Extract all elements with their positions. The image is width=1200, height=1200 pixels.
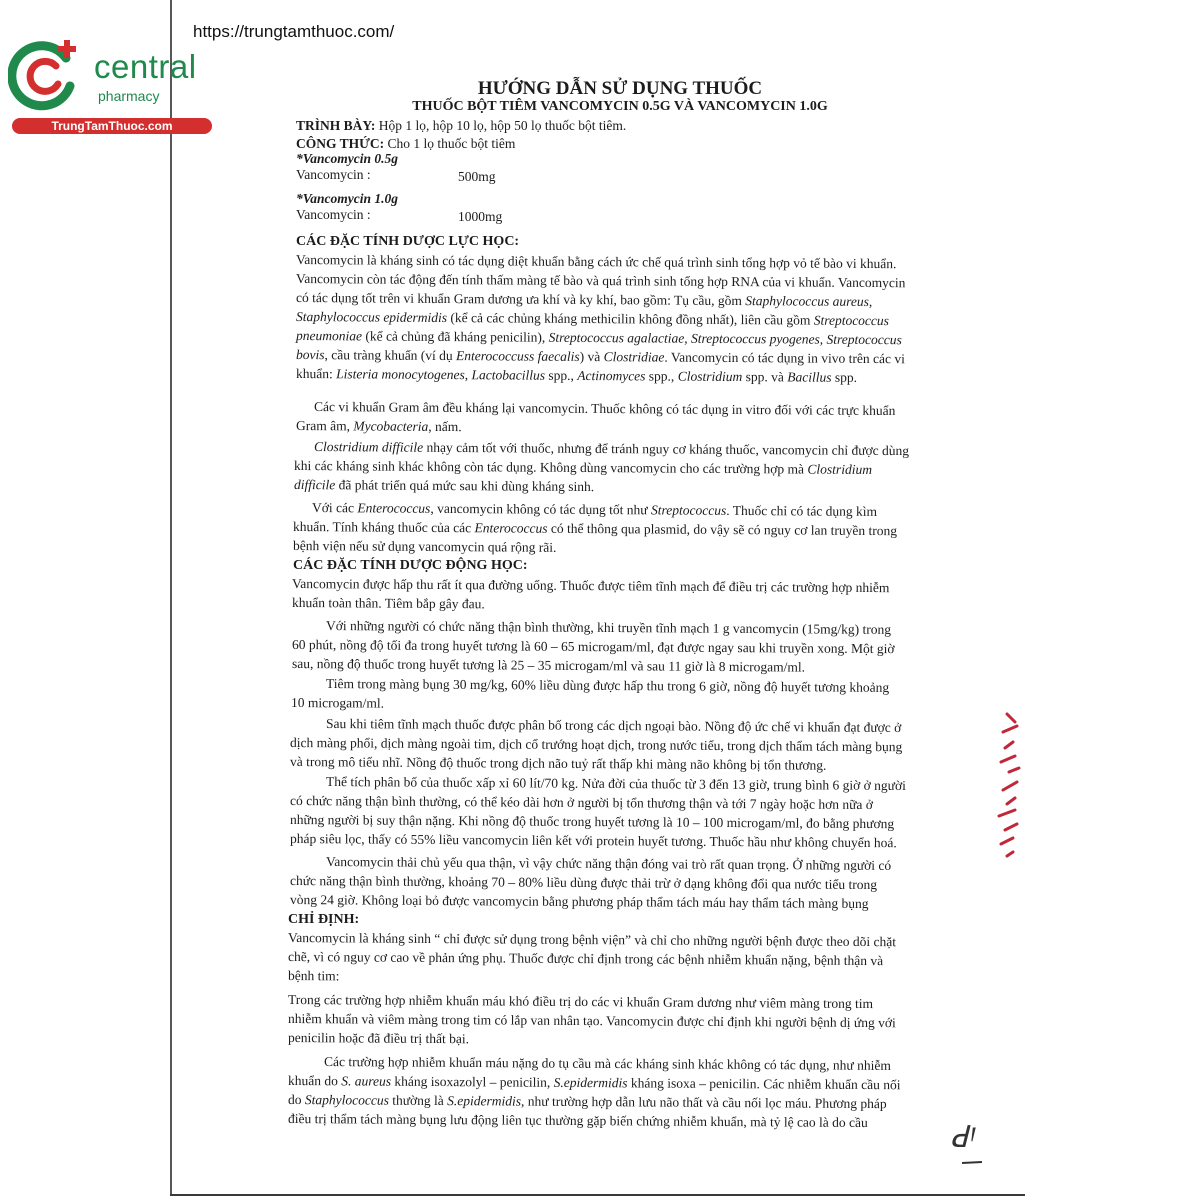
paragraph-line: dịch màng phổi, dịch màng ngoài tim, dịch cổ trướng hoạt dịch, trong nước tiểu, trong dịch thẩm tách màng bụng [289, 735, 903, 755]
paragraph-line: vòng 24 giờ. Không loại bỏ được vancomycin bằng phương pháp thẩm tách máu hay thẩm tách màng bụng [289, 892, 869, 912]
paragraph-line: Vancomycin thải chủ yếu qua thận, vì vậy chức năng thận đóng vai trò rất quan trọng. Ở những người có [325, 854, 892, 873]
paragraph-line: có chức năng thận bình thường, có thể kéo dài hơn ở người bị tổn thương thận và tới 7 ngày hoặc hơn nữa ở [289, 793, 874, 813]
document-subtitle: THUỐC BỘT TIÊM VANCOMYCIN 0.5G VÀ VANCOMYCIN 1.0G [412, 99, 828, 114]
paragraph-line: Vancomycin được hấp thu rất ít qua đường uống. Thuốc được tiêm tĩnh mạch để điều trị các trường hợp nhiễm [291, 576, 890, 596]
paragraph-line: 60 phút, nồng độ tối đa trong huyết tương là 60 – 65 microgam/ml, đạt được ngay sau khi truyền xong. Một giờ [291, 637, 895, 657]
paragraph-line: pneumoniae (kể cả chủng đã kháng penicilin), Streptococcus agalactiae, Streptococcus pyogenes, Streptococcus [295, 328, 902, 348]
paragraph-line: Clostridium difficile nhạy cảm tốt với thuốc, nhưng để tránh nguy cơ kháng thuốc, vancomycin chỉ được dùng [313, 439, 910, 459]
paragraph-line: khuẩn. Tính kháng thuốc của các Enterococcus có thể thông qua plasmid, do vậy sẽ có nguy cơ lan truyền trong [292, 519, 898, 539]
paragraph-line: và trong mô tiểu nhĩ. Nồng độ thuốc trong dịch não tuỷ rất thấp khi màng não không bị tổn thương. [289, 754, 827, 773]
scan-page-bottom-edge [170, 1194, 1025, 1196]
vancomycin-05-name: Vancomycin : [296, 167, 371, 182]
paragraph-line: Thể tích phân bố của thuốc xấp xỉ 60 lít/70 kg. Nửa đời của thuốc từ 3 đến 13 giờ, trung bình 6 giờ ở người [325, 774, 906, 794]
paragraph-line: Sau khi tiêm tĩnh mạch thuốc được phân bố trong các dịch ngoại bào. Nồng độ ức chế vi khuẩn đạt được ở [325, 716, 902, 736]
paragraph-line: nhiễm khuẩn và viêm màng trong tim có lắp van nhân tạo. Vancomycin được chỉ định khi người bệnh dị ứng với [287, 1011, 896, 1031]
paragraph-line: khuẩn toàn thân. Tiêm bắp gây đau. [291, 595, 485, 612]
paragraph-line: Với các Enterococcus, vancomycin không có tác dụng tốt như Streptococcus. Thuốc chỉ có tác dụng kìm [311, 500, 878, 519]
logo-subtitle: pharmacy [98, 88, 160, 104]
handwritten-initials: ꓒꞋ [950, 1121, 975, 1154]
paragraph-line: pháp siêu lọc, thấy có 55% liều vancomycin liên kết với protein huyết tương. Thuốc hầu như không chuyển hoá. [289, 831, 897, 851]
paragraph-line: bệnh tim: [287, 968, 340, 984]
pharmacodynamics-heading: CÁC ĐẶC TÍNH DƯỢC LỰC HỌC: [296, 234, 520, 249]
logo-wordmark: central [94, 48, 197, 85]
paragraph-line: Với những người có chức năng thận bình thường, khi truyền tĩnh mạch 1 g vancomycin (15mg/kg) trong [325, 618, 892, 637]
paragraph-line: penicilin hoặc đã điều trị thất bại. [287, 1030, 470, 1047]
vancomycin-10-heading: *Vancomycin 1.0g [296, 191, 399, 206]
paragraph-line: những người bị suy thận nặng. Khi nồng độ thuốc trong huyết tương là 10 – 100 microgam/ml, đo bằng phương [289, 812, 895, 832]
logo-banner: TrungTamThuoc.com [12, 118, 212, 134]
pharmacokinetics-heading: CÁC ĐẶC TÍNH DƯỢC ĐỘNG HỌC: [293, 558, 528, 573]
paragraph-line: khuẩn do S. aureus kháng isoxazolyl – penicilin, S.epidermidis kháng isoxa – penicilin. Các nhiễm khuẩn cầu nối [287, 1073, 901, 1093]
paragraph-line: 10 microgam/ml. [290, 695, 385, 711]
formula-line: CÔNG THỨC: Cho 1 lọ thuốc bột tiêm [296, 136, 516, 151]
paragraph-line: khuẩn: Listeria monocytogenes, Lactobacillus spp., Actinomyces spp., Clostridium spp. và Bacillus spp. [295, 366, 858, 385]
paragraph-line: Các vi khuẩn Gram âm đều kháng lại vancomycin. Thuốc không có tác dụng in vitro đối với các trực khuẩn [313, 399, 896, 419]
document-title: HƯỚNG DẪN SỬ DỤNG THUỐC [477, 78, 763, 99]
paragraph-line: Gram âm, Mycobacteria, nấm. [295, 418, 462, 435]
paragraph-line: chức năng thận bình thường, khoảng 70 – 80% liều dùng được thải trừ ở dạng không đổi qua nước tiểu trong [289, 873, 878, 893]
paragraph-line: Vancomycin là kháng sinh có tác dụng diệt khuẩn bằng cách ức chế quá trình sinh tổng hợp vỏ tế bào vi khuẩn. [295, 252, 897, 272]
paragraph-line: Các trường hợp nhiễm khuẩn máu nặng do tụ cầu mà các kháng sinh khác không có tác dụng, như nhiễm [323, 1054, 891, 1073]
vancomycin-10-name: Vancomycin : [296, 207, 371, 222]
source-url[interactable]: https://trungtamthuoc.com/ [193, 22, 395, 41]
paragraph-line: bovis, cầu tràng khuẩn (ví dụ Enterococcuss faecalis) và Clostridiae. Vancomycin có tác dụng in vivo trên các vi [295, 347, 905, 367]
paragraph-line: Vancomycin còn tác động đến tính thấm màng tế bào và quá trình sinh tổng hợp RNA của vi khuẩn. Vancomycin [295, 271, 906, 291]
paragraph-line: Staphylococcus epidermidis (kể cả các chủng kháng methicilin không đồng nhất), liên cầu gồm Streptococcus [295, 309, 890, 329]
paragraph-line: chẽ, vì có nguy cơ cao về phản ứng phụ. Thuốc được chỉ định trong các bệnh nhiễm khuẩn nặng, bệnh thận và [287, 949, 884, 969]
paragraph-line: có tác dụng tốt trên vi khuẩn Gram dương ưa khí và ky khí, bao gồm: Tụ cầu, gồm Staphylococcus aureus, [295, 290, 873, 310]
paragraph-line: Tiêm trong màng bụng 30 mg/kg, 60% liều dùng được hấp thu trong 6 giờ, nồng độ huyết tương khoảng [325, 676, 890, 695]
paragraph-line: khi các kháng sinh khác không còn tác dụng. Không dùng vancomycin cho các trường hợp mà Clostridium [293, 458, 873, 478]
paragraph-line: điều trị thẩm tách màng bụng lưu động liên tục thường gặp biến chứng nhiễm khuẩn, mà tỷ lệ cao là do cầu [287, 1111, 868, 1131]
paragraph-line: sau, nồng độ thuốc trong huyết tương là 25 – 35 microgam/ml và sau 11 giờ là 8 microgam/ml. [291, 656, 806, 675]
signature-underline [962, 1160, 984, 1166]
red-seal-stamp-fragment [993, 712, 1023, 862]
scan-page-edge [170, 0, 172, 1195]
vancomycin-05-heading: *Vancomycin 0.5g [296, 151, 399, 166]
paragraph-line: difficile đã phát triển quá mức sau khi dùng kháng sinh. [293, 477, 595, 495]
paragraph-line: Trong các trường hợp nhiễm khuẩn máu khó điều trị do các vi khuẩn Gram dương như viêm màng trong tim [287, 992, 874, 1012]
paragraph-line: do Staphylococcus thường là S.epidermidis, như trường hợp dẫn lưu não thất và cầu nối lọc máu. Phương pháp [287, 1092, 887, 1112]
presentation-line: TRÌNH BÀY: Hộp 1 lọ, hộp 10 lọ, hộp 50 lọ thuốc bột tiêm. [296, 118, 627, 133]
paragraph-line: Vancomycin là kháng sinh “ chỉ được sử dụng trong bệnh viện” và chỉ cho những người bệnh được theo dõi chặt [287, 930, 897, 950]
vancomycin-05-amount: 500mg [458, 169, 496, 184]
indications-heading: CHỈ ĐỊNH: [288, 912, 360, 927]
vancomycin-10-amount: 1000mg [458, 209, 503, 224]
paragraph-line: bệnh viện nếu sử dụng vancomycin quá rộng rãi. [292, 538, 557, 555]
